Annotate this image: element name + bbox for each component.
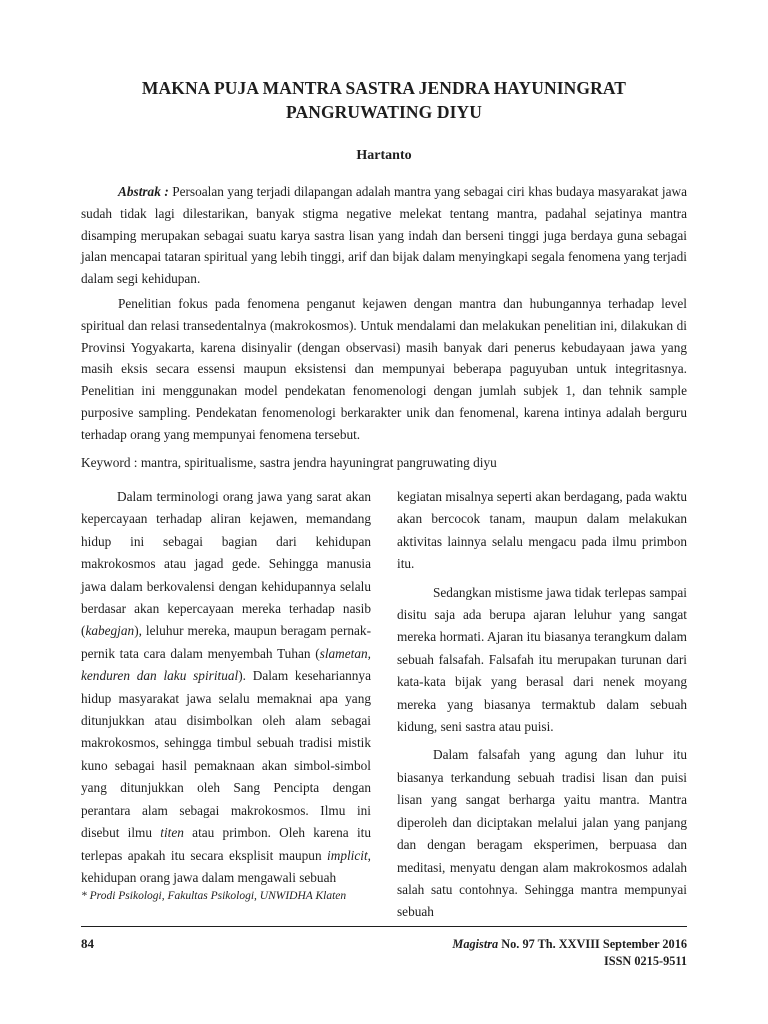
abstract-text-1: Persoalan yang terjadi dilapangan adalah mantra yang sebagai ciri khas budaya masyarakat jawa sudah tidak lagi dilestarikan, banyak stigma negative melekat tentang mantra, padahal sejatinya mantra disamping merupakan sebagai suatu karya sastra lisan yang indah dan berseni tinggi juga berdaya guna sebagai jalan mencapai tataran spiritual yang lebih tinggi, arif dan bijak dalam menyingkapi segala fenomena yang terjadi dalam segi kehidupan.: [81, 184, 687, 287]
body-paragraph: Dalam falsafah yang agung dan luhur itu biasanya terkandung sebuah tradisi lisan dan puisi lisan yang sangat berharga yaitu mantra. Mantra diperoleh dan diciptakan melalui jalan yang panjang dan dengan beragam eksperimen, berpuasa dan meditasi, menyatu dengan alam makrokosmos adalah salah satu contohnya. Sehingga mantra mempunyai sebuah: [397, 747, 687, 920]
abstract-label: Abstrak :: [118, 184, 169, 199]
body-text: ), leluhur mereka, maupun beragam pernak-pernik tata cara dalam menyembah Tuhan (: [81, 623, 371, 661]
body-text: , kehidupan orang jawa dalam mengawali sebuah: [81, 847, 371, 885]
body-paragraph-continued: kegiatan misalnya seperti akan berdagang, pada waktu akan bercocok tanam, maupun dalam melakukan aktivitas lainnya selalu mengacu pada ilmu primbon itu.: [397, 489, 687, 572]
body-text: Dalam terminologi orang jawa yang sarat akan kepercayaan terhadap aliran kejawen, memandang hidup ini sebagai bagian dari kehidupan makrokosmos atau jagad gede. Sehingga manusia jawa dalam berkovalensi dengan kehidupannya selalu berdasar akan kepercayaan mereka terhadap nasib (: [81, 489, 371, 639]
author-name: Hartanto: [356, 148, 412, 163]
journal-issue: No. 97 Th. XXVIII September 2016: [498, 937, 687, 951]
body-column-left: [81, 486, 371, 889]
abstract-paragraph-2: Penelitian fokus pada fenomena penganut kejawen dengan mantra dan hubungannya terhadap level spiritual dan relasi transedentalnya (makrokosmos). Untuk mendalami dan melakukan penelitian ini, dilakukan di Provinsi Yogyakarta, karena disinyalir (dengan observasi) masih banyak dari penerus kebudayaan jawa yang masih eksis secara essensi maupun eksistensi dan mempunyai beberapa paguyuban untuk integritasnya. Penelitian ini menggunakan model pendekatan fenomenologi dengan jumlah subjek 1, dan tehnik sample purposive sampling. Pendekatan fenomenologi berkarakter unik dan fenomenal, karena intinya adalah berguru terhadap orang yang mempunyai fenomena tersebut.: [81, 295, 687, 442]
italic-term: kabegjan: [85, 623, 135, 639]
abstract-section: [81, 181, 687, 449]
author-affiliation-footnote: * Prodi Psikologi, Fakultas Psikologi, UNWIDHA Klaten: [81, 890, 347, 902]
body-text: atau primbon. Oleh karena itu terlepas apakah itu secara eksplisit maupun: [81, 825, 371, 863]
article-title: [80, 76, 688, 124]
abstract-paragraph-1: [81, 181, 687, 290]
article-title-line-2: PANGRUWATING DIYU: [286, 102, 482, 122]
italic-term: titen: [160, 825, 184, 841]
article-title-line-1: MAKNA PUJA MANTRA SASTRA JENDRA HAYUNINGRAT: [141, 78, 627, 98]
italic-term: slametan, kenduren dan laku spiritual: [81, 645, 371, 684]
footer-divider: [81, 926, 687, 927]
journal-issn: ISSN 0215-9511: [603, 954, 687, 968]
body-text: ). Dalam kesehariannya hidup masyarakat jawa selalu memaknai apa yang ditunjukkan atau disimbolkan oleh alam sebagai makrokosmos, sehingga timbul sebuah tradisi mistik kuno sebagai hasil pemaknaan akan simbol-simbol yang ditunjukkan oleh Sang Pencipta dengan perantara alam sebagai makrokosmos. Ilmu ini disebut ilmu: [81, 668, 371, 841]
journal-info: [287, 936, 687, 970]
body-paragraph: Sedangkan mistisme jawa tidak terlepas sampai disitu saja ada berupa ajaran leluhur yang sangat mereka hormati. Ajaran itu biasanya terangkum dalam sebuah falsafah. Falsafah itu merupakan turunan dari kata-kata bijak yang berasal dari nenek moyang mereka yang biasanya termaktub dalam sebuah kidung, seni sastra atau puisi.: [397, 584, 687, 735]
body-paragraph: [81, 486, 371, 889]
page-number: 84: [81, 936, 94, 951]
journal-issue-line: [287, 936, 687, 953]
journal-name: Magistra: [452, 937, 499, 951]
italic-term: implicit: [327, 847, 368, 863]
keywords-line: Keyword : mantra, spiritualisme, sastra jendra hayuningrat pangruwating diyu: [81, 455, 497, 470]
body-column-right: [397, 486, 687, 924]
